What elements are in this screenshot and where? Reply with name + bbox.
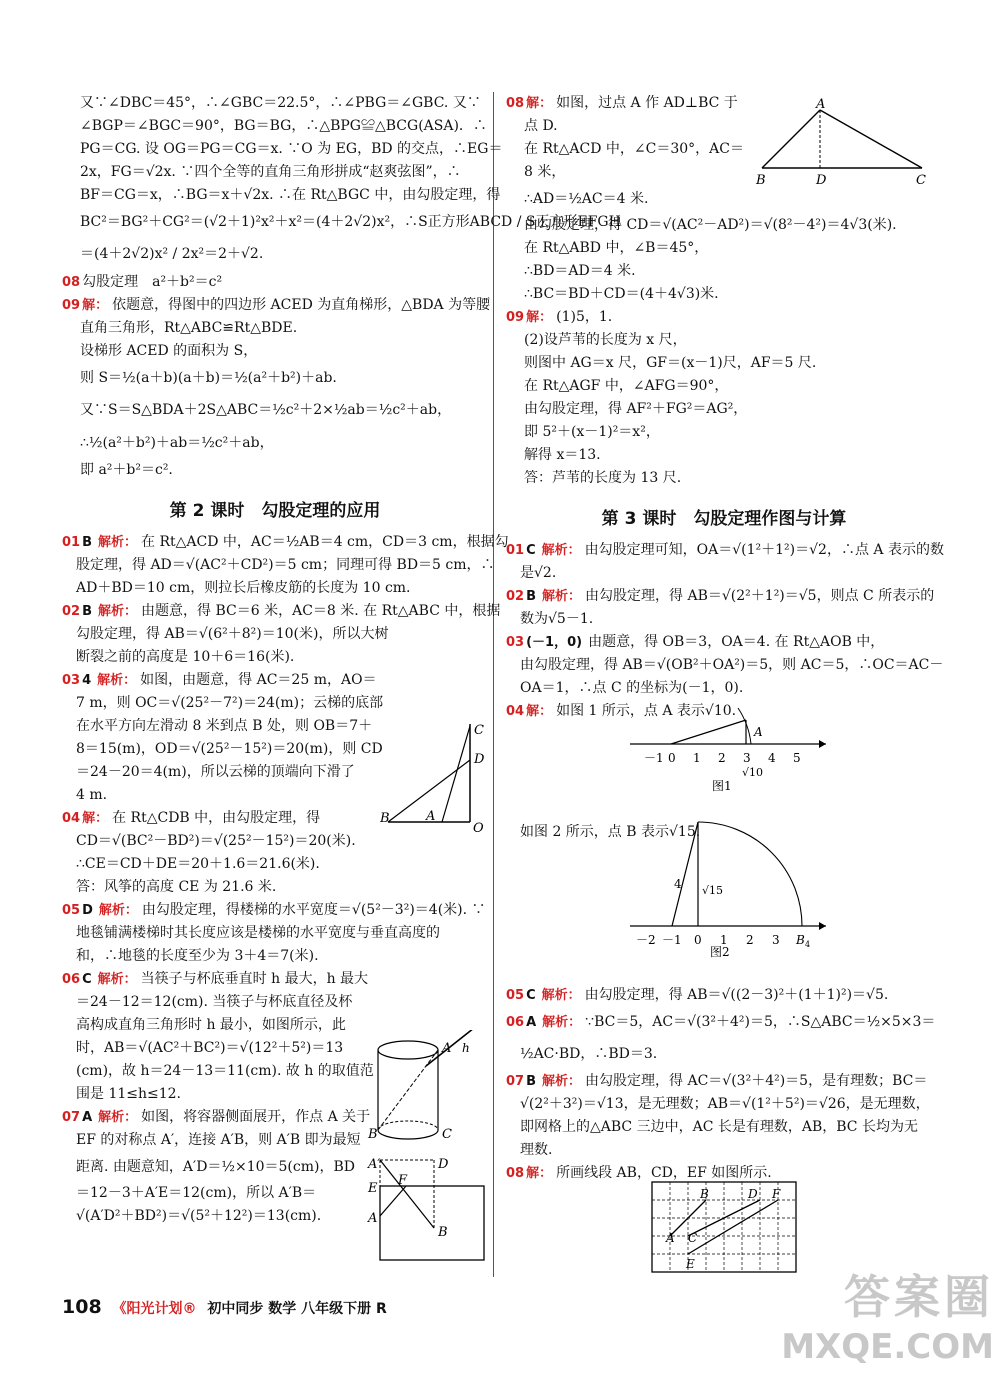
label-c: C: [688, 1231, 698, 1245]
question-number: 01: [62, 535, 81, 550]
question-01: [506, 539, 942, 585]
tick-label: 3: [743, 751, 751, 765]
label-a: A: [816, 97, 826, 112]
text-line: AD＋BD＝10 cm，则拉长后橡皮筋的长度为 10 cm.: [76, 580, 411, 596]
solution-tag: 解：: [526, 704, 553, 719]
label-c: C: [442, 1127, 452, 1142]
answer-choice: 4: [82, 673, 92, 688]
answer-choice: B: [526, 1074, 537, 1089]
solution-tag: 解：: [82, 811, 109, 826]
question-number: 03: [506, 635, 525, 650]
text-line: 点 D.: [524, 118, 558, 134]
label-a: A: [666, 1231, 675, 1245]
text-line: ∴½(a²＋b²)＋ab＝½c²＋ab，: [80, 435, 274, 451]
text-line: 理数.: [520, 1142, 553, 1158]
solution-tag: 解：: [82, 298, 109, 313]
text-line: 由勾股定理，得楼梯的水平宽度＝√(5²－3²)＝4(米). ∵: [141, 902, 486, 918]
label-d: D: [748, 1187, 758, 1201]
text-line: 依题意，得图中的四边形 ACED 为直角梯形，△BDA 为等腰: [112, 297, 491, 313]
text-line: 解得 x＝13.: [524, 447, 601, 463]
label-b: B: [796, 933, 805, 947]
text-line: 在 Rt△ABD 中，∠B＝45°，: [524, 240, 709, 256]
triangle-figure: [752, 96, 937, 188]
label-f: F: [398, 1173, 408, 1188]
analysis-tag: 解析：: [542, 589, 582, 604]
label-c: C: [916, 173, 926, 188]
tick-label: 2: [746, 933, 754, 947]
question-number: 07: [62, 1110, 81, 1125]
text-line: 又∵S＝S△BDA＋2S△ABC＝½c²＋2×½ab＝½c²＋ab，: [80, 402, 452, 418]
text-line: 距离. 由题意知，A′D＝½×10＝5(cm)，BD: [76, 1159, 355, 1175]
solution-tag: 解：: [526, 310, 553, 325]
text-line: 由题意，得 BC＝6 米，AC＝8 米. 在 Rt△ABC 中，根据: [141, 603, 501, 619]
text-line: (cm)，故 h＝24－13＝11(cm). 故 h 的取值范: [76, 1063, 374, 1079]
text-line: 和，∴地毯的长度至少为 3＋4＝7(米).: [76, 948, 319, 964]
question-08: [62, 271, 488, 294]
label-b: B: [438, 1225, 448, 1240]
question-number: 07: [506, 1074, 525, 1089]
text-line: ∵BC＝5，AC＝√(3²＋4²)＝5，∴S△ABC＝½×5×3＝: [585, 1014, 936, 1030]
text-line: 如图，将容器侧面展开，作点 A 关于: [141, 1109, 371, 1125]
question-number: 03: [62, 673, 81, 688]
text-line: ∠BGP＝∠BGC＝90°，BG＝BG，∴△BPG≌△BCG(ASA)．∴: [80, 118, 487, 134]
text-line: 高构成直角三角形时 h 最小，如图所示，此: [76, 1017, 346, 1033]
text-line: ∴BD＝AD＝4 米.: [524, 263, 636, 279]
label-e: E: [686, 1257, 695, 1271]
question-number: 02: [506, 589, 525, 604]
question-number: 08: [506, 96, 525, 111]
text-line: (1)5，1.: [556, 309, 613, 325]
label-h: h: [462, 1041, 470, 1055]
text-line: 即网格上的△ABC 三边中，AC 长是有理数，AB，BC 长均为无: [520, 1119, 918, 1135]
tick-label: 1: [693, 751, 701, 765]
text-line: ∴CE＝CD＋DE＝20＋1.6＝21.6(米).: [76, 856, 320, 872]
text-line: √(2²＋3²)＝√13，是无理数；AB＝√(1²＋5²)＝√26，是无理数，: [520, 1096, 930, 1112]
question-number: 06: [506, 1015, 525, 1030]
text-line: 由勾股定理可知，OA＝√(1²＋1²)＝√2，∴点 A 表示的数: [584, 542, 944, 558]
question-number: 04: [62, 811, 81, 826]
text-line: 围是 11≤h≤12.: [76, 1086, 182, 1102]
text-line: 如图 2 所示，点 B 表示√15.: [520, 824, 701, 840]
text-line: 在 Rt△ACD 中，∠C＝30°，AC＝: [524, 141, 744, 157]
question-number: 09: [506, 310, 525, 325]
label-e: E: [368, 1181, 378, 1196]
question-05: [506, 984, 942, 1007]
watermark: [781, 1261, 994, 1367]
analysis-tag: 解析：: [542, 1015, 582, 1030]
question-02: [62, 600, 501, 669]
solution-tag: 解：: [526, 96, 553, 111]
text-line: 即 5²＋(x－1)²＝x²，: [524, 424, 660, 440]
text-line: 在水平方向左滑动 8 米到点 B 处，则 OB＝7＋: [76, 718, 373, 734]
grid-figure: [650, 1180, 800, 1276]
label-a: A: [426, 809, 436, 824]
tick-label: 1: [720, 933, 728, 947]
question-07: [506, 1070, 942, 1162]
tick-labels: [636, 933, 780, 947]
text-line: 4 m.: [76, 787, 108, 803]
page-number: 108: [62, 1296, 102, 1318]
answer-choice: D: [82, 903, 93, 918]
figure-caption: 图2: [710, 945, 730, 958]
section-heading: 第 3 课时 勾股定理作图与计算: [601, 509, 847, 529]
cup-figure: [366, 1030, 491, 1145]
text-line: 在 Rt△AGF 中，∠AFG＝90°，: [524, 378, 729, 394]
right-column: [506, 92, 942, 1185]
label-b: B: [700, 1187, 709, 1201]
text-line: 由勾股定理，得 AF²＋FG²＝AG²，: [524, 401, 748, 417]
text-line: CD＝√(BC²－BD²)＝√(25²－15²)＝20(米).: [76, 833, 356, 849]
text-line: 断裂之前的高度是 10＋6＝16(米).: [76, 649, 295, 665]
question-03: [506, 631, 942, 700]
label-b: B: [368, 1127, 378, 1142]
text-line: 则图中 AG＝x 尺，GF＝(x－1)尺，AF＝5 尺.: [524, 355, 817, 371]
tick-label: －1: [644, 751, 664, 765]
label-d: D: [438, 1157, 449, 1172]
label-b: B: [380, 811, 390, 826]
tick-labels: [644, 751, 801, 765]
page-footer: [62, 1296, 387, 1318]
label-d: D: [474, 752, 485, 767]
answer-choice: C: [82, 972, 92, 987]
text-line: 时，AB＝√(AC²＋BC²)＝√(12²＋5²)＝13: [76, 1040, 344, 1056]
answer-choice: A: [82, 1110, 93, 1125]
text-line: 由勾股定理，得 AB＝√(OB²＋OA²)＝5，则 AC＝5，∴OC＝AC－: [520, 657, 944, 673]
text-line: 在 Rt△CDB 中，由勾股定理，得: [112, 810, 321, 826]
question-number: 08: [62, 275, 81, 290]
figure-caption: 图1: [712, 779, 732, 792]
text-line: 如图 1 所示，点 A 表示√10.: [556, 703, 737, 719]
answer-choice: B: [526, 589, 537, 604]
answer-choice: C: [526, 543, 536, 558]
text-line: 股定理，得 AD＝√(AC²＋CD²)＝5 cm；同理可得 BD＝5 cm，∴: [76, 557, 495, 573]
text-line: 由勾股定理，得 AB＝√((2－3)²＋(1＋1)²)＝√5.: [584, 987, 889, 1003]
text-line: BC²＝BG²＋CG²＝(√2＋1)²x²＋x²＝(4＋2√2)x²，∴S正方形ABCD / S正方形EFGH: [80, 214, 621, 230]
text-line: 数为√5－1.: [520, 611, 594, 627]
root-label: √15: [702, 884, 724, 897]
container-figure: [366, 1156, 488, 1264]
answer-choice: B: [82, 535, 93, 550]
question-number: 04: [506, 704, 525, 719]
text-line: 由勾股定理，得 AB＝√(2²＋1²)＝√5，则点 C 所表示的: [585, 588, 935, 604]
root-label: √10: [742, 766, 764, 779]
analysis-tag: 解析：: [541, 988, 581, 1003]
label-a: A: [368, 1211, 378, 1226]
tick-label: 2: [718, 751, 726, 765]
analysis-tag: 解析：: [98, 535, 138, 550]
answer-text: 勾股定理 a²＋b²＝c²: [82, 274, 223, 290]
analysis-tag: 解析：: [541, 543, 581, 558]
text-line: 则 S＝½(a＋b)(a＋b)＝½(a²＋b²)＋ab.: [80, 370, 337, 386]
question-02: [506, 585, 942, 631]
question-number: 08: [506, 1166, 525, 1181]
question-09: [506, 306, 942, 490]
text-line: 又∵∠DBC＝45°，∴∠GBC＝22.5°，∴∠PBG＝∠GBC. 又∵: [80, 95, 481, 111]
text-line: 勾股定理，得 AB＝√(6²＋8²)＝10(米)，所以大树: [76, 626, 389, 642]
text-line: 在 Rt△ACD 中，AC＝½AB＝4 cm，CD＝3 cm，根据勾: [141, 534, 509, 550]
text-line: 即 a²＋b²＝c².: [80, 462, 173, 478]
solution-tag: 解：: [526, 1166, 553, 1181]
text-line: BF＝CG＝x，∴BG＝x＋√2x. ∴在 Rt△BGC 中，由勾股定理，得: [80, 187, 501, 203]
analysis-tag: 解析：: [98, 903, 138, 918]
analysis-tag: 解析：: [98, 1110, 138, 1125]
question-01: [62, 531, 509, 600]
tick-label: －1: [662, 933, 682, 947]
text-line: ∴BC＝BD＋CD＝(4＋4√3)米.: [524, 286, 719, 302]
text-line: PG＝CG. 设 OG＝PG＝CG＝x. ∵O 为 EG，BD 的交点，∴EG＝: [80, 141, 503, 157]
text-line: EF 的对称点 A′，连接 A′B，则 A′B 即为最短: [76, 1132, 361, 1148]
text-line: 答：芦苇的长度为 13 尺.: [524, 470, 682, 486]
text-line: 2x，FG＝√2x. ∵四个全等的直角三角形拼成“赵爽弦图”，∴: [80, 164, 461, 180]
label-d: D: [816, 173, 827, 188]
brand-name: 《阳光计划®: [112, 1301, 197, 1317]
question-number: 06: [62, 972, 81, 987]
text-line: ½AC·BD，∴BD＝3.: [520, 1046, 658, 1062]
question-number: 05: [62, 903, 81, 918]
text-line: 地毯铺满楼梯时其长度应该是楼梯的水平宽度与垂直高度的: [76, 925, 440, 941]
text-line: ＝24－20＝4(m)，所以云梯的顶端向下滑了: [76, 764, 355, 780]
watermark-url: MXQE.COM: [781, 1327, 994, 1367]
watermark-text: 答案圈: [844, 1270, 994, 1324]
question-05: [62, 899, 488, 968]
text-line: 8＝15(m)，OD＝√(25²－15²)＝20(m)，则 CD: [76, 741, 383, 757]
ladder-figure: [380, 720, 490, 835]
label-c: C: [474, 723, 484, 738]
book-title: 初中同步 数学 八年级下册 R: [207, 1301, 387, 1317]
text-line: ∴AD＝½AC＝4 米.: [524, 191, 649, 207]
tick-label: 4: [768, 751, 776, 765]
text-line: 当筷子与杯底垂直时 h 最大，h 最大: [140, 971, 369, 987]
answer-choice: A: [526, 1015, 537, 1030]
label-b: B: [756, 173, 766, 188]
label-f: F: [772, 1187, 781, 1201]
text-line: 如图，由题意，得 AC＝25 m，AO＝: [140, 672, 377, 688]
text-line: 由勾股定理，得 AC＝√(3²＋4²)＝5，是有理数；BC＝: [585, 1073, 928, 1089]
text-line: √(A′D²＋BD²)＝√(5²＋12²)＝13(cm).: [76, 1208, 322, 1224]
tick-label: 3: [772, 933, 780, 947]
question-number: 02: [62, 604, 81, 619]
number-line-figure-2: [630, 818, 830, 958]
answer-value: (－1，0): [526, 635, 583, 650]
analysis-tag: 解析：: [97, 972, 137, 987]
text-line: ＝(4＋2√2)x² / 2x²＝2＋√2.: [80, 246, 264, 262]
tick-label: 0: [668, 751, 676, 765]
tick-label: 0: [694, 933, 702, 947]
text-line: (2)设芦苇的长度为 x 尺，: [524, 332, 687, 348]
number-line-figure-1: [630, 696, 830, 792]
column-divider: [493, 92, 494, 1277]
side-label: 4: [674, 877, 682, 891]
text-line: 7 m，则 OC＝√(25²－7²)＝24(m)；云梯的底部: [76, 695, 384, 711]
analysis-tag: 解析：: [98, 604, 138, 619]
question-09: [62, 294, 491, 482]
text-line: 所画线段 AB，CD，EF 如图所示.: [556, 1165, 772, 1181]
text-line: 设梯形 ACED 的面积为 S，: [80, 343, 258, 359]
tick-label: 5: [793, 751, 801, 765]
label-b-subscript: 4: [805, 940, 811, 949]
text-line: ＝24－12＝12(cm). 当筷子与杯底直径及杯: [76, 994, 353, 1010]
text-line: ＝12－3＋A′E＝12(cm)，所以 A′B＝: [76, 1185, 317, 1201]
text-line: 8 米，: [524, 164, 566, 180]
answer-choice: B: [82, 604, 93, 619]
text-line: 是√2.: [520, 565, 557, 581]
question-06: [506, 1007, 942, 1070]
question-number: 01: [506, 543, 525, 558]
question-number: 09: [62, 298, 81, 313]
analysis-tag: 解析：: [97, 673, 137, 688]
text-line: 由题意，得 OB＝3，OA＝4. 在 Rt△AOB 中，: [588, 634, 885, 650]
tick-label: －2: [636, 933, 656, 947]
text-line: 由勾股定理，得 CD＝√(AC²－AD²)＝√(8²－4²)＝4√3(米).: [524, 217, 897, 233]
section-heading: 第 2 课时 勾股定理的应用: [169, 501, 381, 521]
label-a-prime: A′: [368, 1157, 381, 1172]
text-line: 直角三角形，Rt△ABC≌Rt△BDE.: [80, 320, 298, 336]
question-number: 05: [506, 988, 525, 1003]
label-a: A: [754, 725, 763, 739]
analysis-tag: 解析：: [542, 1074, 582, 1089]
text-line: OA＝1，∴点 C 的坐标为(－1，0).: [520, 680, 744, 696]
answer-choice: C: [526, 988, 536, 1003]
text-line: 答：风筝的高度 CE 为 21.6 米.: [76, 879, 277, 895]
label-o: O: [473, 821, 484, 835]
text-line: 如图，过点 A 作 AD⊥BC 于: [556, 95, 738, 111]
label-a: A: [442, 1041, 452, 1056]
